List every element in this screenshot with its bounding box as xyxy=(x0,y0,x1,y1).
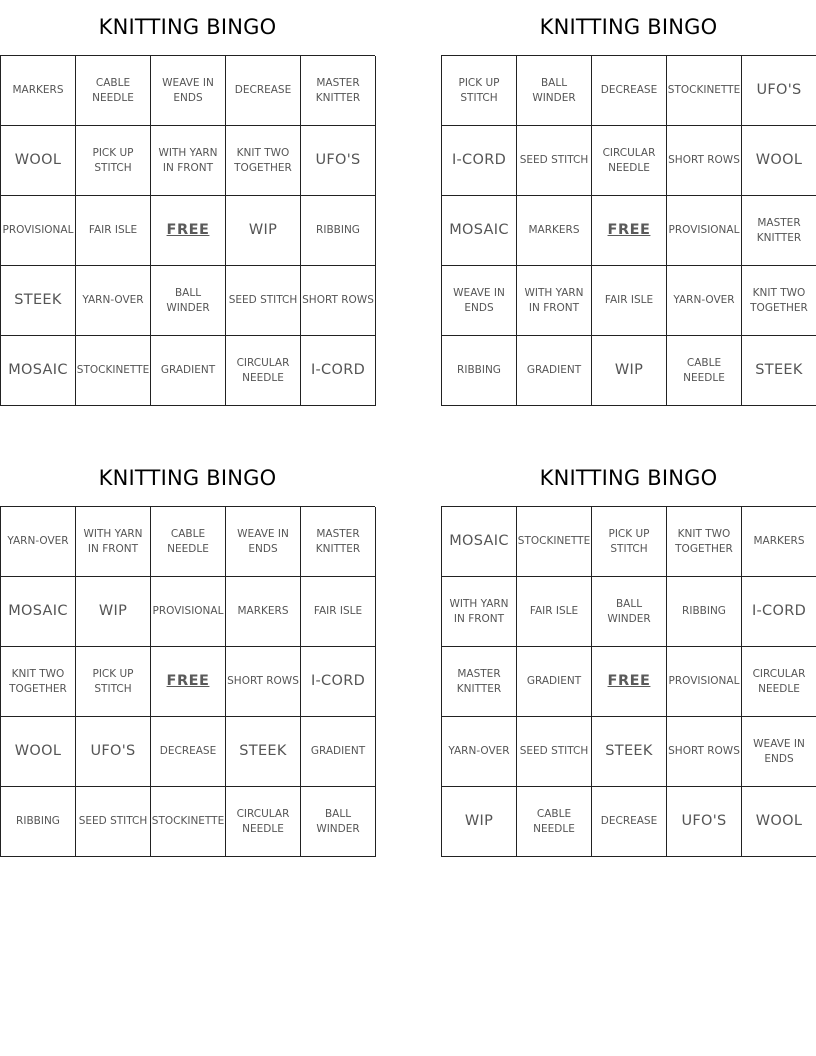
free-space-cell: FREE xyxy=(592,196,667,266)
bingo-cell: WIP xyxy=(76,577,151,647)
card-title: KNITTING BINGO xyxy=(539,466,718,490)
bingo-cell: MASTER KNITTER xyxy=(301,56,376,126)
bingo-cell: CIRCULAR NEEDLE xyxy=(226,787,301,857)
bingo-cell: CABLE NEEDLE xyxy=(76,56,151,126)
bingo-cell: BALL WINDER xyxy=(151,266,226,336)
bingo-cell: WEAVE IN ENDS xyxy=(226,507,301,577)
bingo-cell: MOSAIC xyxy=(1,577,76,647)
bingo-cell: KNIT TWO TOGETHER xyxy=(1,647,76,717)
bingo-cell: SEED STITCH xyxy=(517,126,592,196)
bingo-grid xyxy=(441,55,816,406)
bingo-cell: DECREASE xyxy=(151,717,226,787)
bingo-grid xyxy=(441,506,816,857)
bingo-cell: PROVISIONAL xyxy=(151,577,226,647)
bingo-cell: RIBBING xyxy=(1,787,76,857)
bingo-cell: SHORT ROWS xyxy=(667,717,742,787)
bingo-cell: WITH YARN IN FRONT xyxy=(517,266,592,336)
bingo-cell: I-CORD xyxy=(301,647,376,717)
bingo-cell: PROVISIONAL xyxy=(1,196,76,266)
bingo-cell: YARN-OVER xyxy=(76,266,151,336)
bingo-cell: STEEK xyxy=(742,336,816,406)
bingo-cell: MARKERS xyxy=(517,196,592,266)
bingo-cell: WIP xyxy=(592,336,667,406)
card-title: KNITTING BINGO xyxy=(98,15,277,39)
bingo-cell: KNIT TWO TOGETHER xyxy=(667,507,742,577)
bingo-cell: MOSAIC xyxy=(1,336,76,406)
bingo-cell: SEED STITCH xyxy=(517,717,592,787)
bingo-cell: MOSAIC xyxy=(442,507,517,577)
bingo-cell: PICK UP STITCH xyxy=(442,56,517,126)
bingo-card-2 xyxy=(441,0,816,406)
free-space-cell: FREE xyxy=(151,647,226,717)
bingo-cell: CABLE NEEDLE xyxy=(151,507,226,577)
bingo-cell: CIRCULAR NEEDLE xyxy=(592,126,667,196)
bingo-cell: WEAVE IN ENDS xyxy=(442,266,517,336)
bingo-cell: PICK UP STITCH xyxy=(592,507,667,577)
bingo-cell: SHORT ROWS xyxy=(301,266,376,336)
free-space-cell: FREE xyxy=(151,196,226,266)
bingo-cell: WITH YARN IN FRONT xyxy=(151,126,226,196)
bingo-cell: SEED STITCH xyxy=(226,266,301,336)
bingo-cell: MASTER KNITTER xyxy=(442,647,517,717)
bingo-cell: BALL WINDER xyxy=(517,56,592,126)
bingo-cell: WEAVE IN ENDS xyxy=(151,56,226,126)
bingo-cell: UFO'S xyxy=(76,717,151,787)
bingo-cell: FAIR ISLE xyxy=(301,577,376,647)
bingo-cell: I-CORD xyxy=(442,126,517,196)
bingo-grid xyxy=(0,506,375,857)
bingo-cell: YARN-OVER xyxy=(442,717,517,787)
bingo-cell: CABLE NEEDLE xyxy=(667,336,742,406)
bingo-cell: SHORT ROWS xyxy=(226,647,301,717)
bingo-cell: WIP xyxy=(226,196,301,266)
bingo-card-3 xyxy=(0,451,375,857)
bingo-cell: MASTER KNITTER xyxy=(742,196,816,266)
bingo-cell: WITH YARN IN FRONT xyxy=(76,507,151,577)
bingo-cell: STOCKINETTE xyxy=(151,787,226,857)
bingo-cell: RIBBING xyxy=(442,336,517,406)
bingo-cell: WOOL xyxy=(742,787,816,857)
bingo-cell: WITH YARN IN FRONT xyxy=(442,577,517,647)
bingo-cell: RIBBING xyxy=(301,196,376,266)
bingo-cell: RIBBING xyxy=(667,577,742,647)
bingo-cell: PICK UP STITCH xyxy=(76,126,151,196)
bingo-cell: WEAVE IN ENDS xyxy=(742,717,816,787)
bingo-cell: STEEK xyxy=(1,266,76,336)
bingo-cell: UFO'S xyxy=(742,56,816,126)
bingo-cell: GRADIENT xyxy=(301,717,376,787)
bingo-cell: BALL WINDER xyxy=(592,577,667,647)
bingo-cell: STEEK xyxy=(592,717,667,787)
bingo-cell: I-CORD xyxy=(301,336,376,406)
bingo-cell: MARKERS xyxy=(1,56,76,126)
bingo-cell: GRADIENT xyxy=(151,336,226,406)
free-space-cell: FREE xyxy=(592,647,667,717)
bingo-cell: BALL WINDER xyxy=(301,787,376,857)
bingo-card-1 xyxy=(0,0,375,406)
bingo-cell: STOCKINETTE xyxy=(517,507,592,577)
bingo-cell: WIP xyxy=(442,787,517,857)
bingo-cell: SEED STITCH xyxy=(76,787,151,857)
bingo-cell: GRADIENT xyxy=(517,336,592,406)
card-title: KNITTING BINGO xyxy=(98,466,277,490)
bingo-cell: YARN-OVER xyxy=(1,507,76,577)
bingo-cell: MOSAIC xyxy=(442,196,517,266)
bingo-cell: WOOL xyxy=(1,717,76,787)
bingo-cell: STOCKINETTE xyxy=(76,336,151,406)
bingo-cell: PICK UP STITCH xyxy=(76,647,151,717)
bingo-cell: FAIR ISLE xyxy=(76,196,151,266)
bingo-cell: MASTER KNITTER xyxy=(301,507,376,577)
bingo-cell: PROVISIONAL xyxy=(667,647,742,717)
bingo-cell: MARKERS xyxy=(226,577,301,647)
card-title: KNITTING BINGO xyxy=(539,15,718,39)
bingo-cell: WOOL xyxy=(742,126,816,196)
bingo-cell: MARKERS xyxy=(742,507,816,577)
bingo-cell: FAIR ISLE xyxy=(592,266,667,336)
bingo-cell: YARN-OVER xyxy=(667,266,742,336)
bingo-cell: CIRCULAR NEEDLE xyxy=(226,336,301,406)
bingo-cell: I-CORD xyxy=(742,577,816,647)
bingo-cell: DECREASE xyxy=(592,787,667,857)
bingo-cell: DECREASE xyxy=(226,56,301,126)
bingo-cell: UFO'S xyxy=(301,126,376,196)
bingo-cell: CIRCULAR NEEDLE xyxy=(742,647,816,717)
bingo-cell: WOOL xyxy=(1,126,76,196)
bingo-cell: STEEK xyxy=(226,717,301,787)
bingo-cell: GRADIENT xyxy=(517,647,592,717)
bingo-cell: DECREASE xyxy=(592,56,667,126)
bingo-cell: UFO'S xyxy=(667,787,742,857)
bingo-cell: FAIR ISLE xyxy=(517,577,592,647)
bingo-cell: CABLE NEEDLE xyxy=(517,787,592,857)
bingo-cell: KNIT TWO TOGETHER xyxy=(226,126,301,196)
bingo-card-4 xyxy=(441,451,816,857)
bingo-cell: KNIT TWO TOGETHER xyxy=(742,266,816,336)
bingo-grid xyxy=(0,55,375,406)
bingo-cell: STOCKINETTE xyxy=(667,56,742,126)
bingo-cell: PROVISIONAL xyxy=(667,196,742,266)
bingo-cell: SHORT ROWS xyxy=(667,126,742,196)
